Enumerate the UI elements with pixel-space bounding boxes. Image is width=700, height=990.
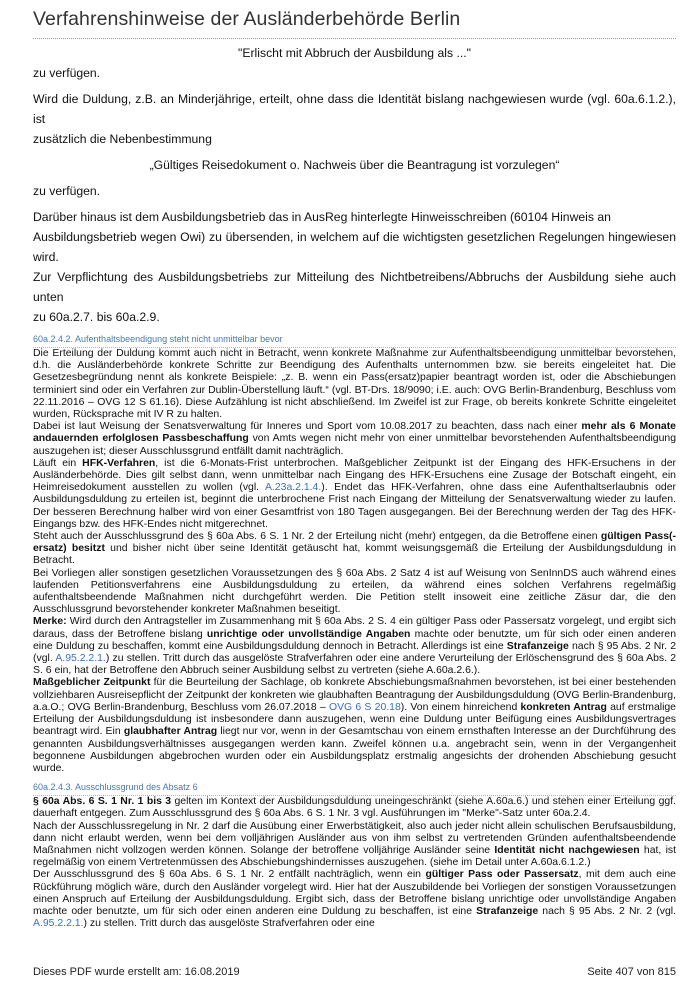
paragraph-hinweis-line1: Darüber hinaus ist dem Ausbildungsbetrieb das in AusReg hinterlegte Hinweisschreiben (60104 Hinweis an (33, 210, 611, 224)
paragraph-petition: Bei Vorliegen aller sonstigen gesetzlichen Voraussetzungen des § 60a Abs. 2 Satz 4 ist auf Weisung von SenInnDS auch während eines laufenden Petitionsverfahrens eine Ausbildungsduldung zu erteilen, da während eines solchen Verfahrens regelmäßig aufenthaltsbeendende Maßnahmen nicht durchgeführt werden. Die Petition stellt insoweit eine zeitliche Zäsur dar, die den Ausschlussgrund bevorstehender konkreter Maßnahmen beseitigt. (33, 567, 676, 616)
section-heading-60a-2-4-3: 60a.2.4.3. Ausschlussgrund des Absatz 6 (33, 781, 676, 796)
page-title: Verfahrenshinweise der Ausländerbehörde Berlin (33, 8, 461, 30)
link-a23a[interactable]: A.23a.2.1.4. (264, 482, 322, 494)
paragraph-absatz6: § 60a Abs. 6 S. 1 Nr. 1 bis 3 gelten im Kontext der Ausbildungsduldung uneingeschränkt (siehe A.60a.6.) und stehen einer Erteilung ggf. dauerhaft entgegen. Zum Ausschlussgrund des § 60a Abs. 6 S. 1 Nr. 3 vgl. Ausführungen im "Merke"-Satz unter 60a.2.4. (33, 796, 676, 820)
section-heading-60a-2-4-2: 60a.2.4.2. Aufenthaltsbeendigung steht nicht unmittelbar bevor (33, 333, 676, 348)
link-a95[interactable]: A.95.2.2.1. (55, 653, 106, 665)
text-zu-verfuegen-2: zu verfügen. (33, 184, 101, 198)
paragraph-hfk: Läuft ein HFK-Verfahren, ist die 6-Monats-Frist unterbrochen. Maßgeblicher Zeitpunkt ist der Eingang des HFK-Ersuchens in der Ausländerbehörde. Dies gilt selbst dann, wenn unmittelbar nach Eingang des HFK-Ersuchens eine Zusage der Botschaft eingeht, ein Heimreisedokument ausstellen zu wollen (vgl. A.23a.2.1.4.). Endet das HFK-Verfahren, ohne dass eine Aufenthaltserlaubnis oder Ausbildungsduldung zu erteilen ist, beginnt die unterbrochene Frist nach Eingang der Mitteilung der Senatsverwaltung wieder zu laufen. Der besseren Berechnung halber wird von einer Gesamtfrist von 180 Tagen ausgegangen. Bei der Berechnung werden der Tag des HFK-Eingangs bzw. des HFK-Endes nicht mitgerechnet. (33, 457, 676, 530)
paragraph-zeitpunkt: Maßgeblicher Zeitpunkt für die Beurteilung der Sachlage, ob konkrete Abschiebungsmaßnahmen bevorstehen, ist bei einer bestehenden vollziehbaren Ausreisepflicht der Zeitpunkt der konkreten wie glaubhaften Beantragung der Ausbildungsduldung (OVG Berlin-Brandenburg, a.a.O.; OVG Berlin-Brandenburg, Beschluss vom 26.07.2018 – OVG 6 S 20.18). Von einem hinreichend konkreten Antrag auf erstmalige Erteilung der Ausbildungsduldung ist insbesondere dann auszugehen, wenn eine Duldung unter Beifügung eines Ausbildungsvertrages beantragt wird. Ein glaubhafter Antrag liegt nur vor, wenn in der Gesamtschau von einem ernsthaften Interesse an der Durchführung des genannten Ausbildungsverhältnisses ausgegangen werden kann. Zweifel können u.a. angebracht sein, wenn in der Vergangenheit begonnene Ausbildungen abgebrochen wurden oder ein Ausbildungsplatz erstmalig angesichts der drohenden Abschiebung gesucht wurde. (33, 677, 676, 774)
paragraph-nr2: Nach der Ausschlussregelung in Nr. 2 darf die Ausübung einer Erwerbstätigkeit, also auch jeder nicht allein schulischen Berufsausbildung, dann nicht erlaubt werden, wenn bei dem volljährigen Ausländer aus von ihm selbst zu vertretenden Gründen aufenthaltsbeendende Maßnahmen nicht vollzogen werden können. Solange der betroffene volljährige Ausländer seine Identität nicht nachgewiesen hat, ist regelmäßig von einem Vertretenmüssen des Abschiebungshindernisses auszugehen. (siehe im Detail unter A.60a.6.1.2.) (33, 820, 677, 869)
link-ovg[interactable]: OVG 6 S 20.18 (328, 701, 401, 713)
page-footer (33, 966, 676, 978)
paragraph-merke: Merke: Wird durch den Antragsteller im Zusammenhang mit § 60a Abs. 2 S. 4 ein gültiger Pass oder Passersatz vorgelegt, und ergibt sich daraus, dass der Betroffene bislang unrichtige oder unvollständige Angaben machte oder benutzte, um für sich oder einen anderen eine Duldung zu beschaffen, kommt eine Ausbildungsduldung dennoch in Betracht. Allerdings ist eine Strafanzeige nach § 95 Abs. 2 Nr. 2 (vgl. A.95.2.2.1.) zu stellen. Tritt durch das ausgelöste Strafverfahren oder eine andere Verurteilung der Erlöschensgrund des § 60a Abs. 2 S. 6 ein, hat der Betroffene den Abbruch seiner Ausbildung selbst zu vertreten (siehe A.60a.2.6.). (33, 616, 676, 677)
paragraph-hinweis-line3: Zur Verpflichtung des Ausbildungsbetriebs zur Mitteilung des Nichtbetreibens/Abbruchs der Ausbildung siehe auch unten (33, 270, 676, 304)
link-a95-2[interactable]: A.95.2.2.1. (33, 918, 84, 930)
text-zu-verfuegen: zu verfügen. (33, 66, 101, 80)
paragraph-hinweis-line2: Ausbildungsbetrieb wegen Owi) zu übersenden, in welchem auf die wichtigsten gesetzlichen Regelungen hingewiesen wird. (33, 230, 676, 264)
quote-erlischt: "Erlischt mit Abbruch der Ausbildung als ..." (238, 46, 471, 60)
page-header (33, 0, 676, 39)
paragraph-weisung: Dabei ist laut Weisung der Senatsverwaltung für Inneres und Sport vom 10.08.2017 zu beachten, dass nach einer mehr als 6 Monate andauernden erfolglosen Passbeschaffung von Amts wegen nicht mehr von einer unmittelbar bevorstehenden Aufenthaltsbeendigung auszugehen ist; dieser Ausschlussgrund entfällt damit nachträglich. (33, 421, 677, 457)
paragraph-duldung-line2: zusätzlich die Nebenbestimmung (33, 132, 212, 146)
quote-reisedokument: „Gültiges Reisedokument o. Nachweis über die Beantragung ist vorzulegen“ (149, 158, 560, 172)
footer-page-number: Seite 407 von 815 (587, 966, 676, 978)
paragraph-pass: Steht auch der Ausschlussgrund des § 60a Abs. 6 S. 1 Nr. 2 der Erteilung nicht (mehr) entgegen, da die Betroffene einen gültigen Pass(-ersatz) besitzt und bisher nicht über seine Identität getäuscht hat, kommt weisungsgemäß die Erteilung der Ausbildungsduldung in Betracht. (33, 531, 676, 567)
paragraph-passersatz: Der Ausschlussgrund des § 60a Abs. 6 S. 1 Nr. 2 entfällt nachträglich, wenn ein gültiger Pass oder Passersatz, mit dem auch eine Rückführung möglich wäre, durch den Ausländer vorgelegt wird. Hier hat der Auszubildende bei Vorliegen der sonstigen Voraussetzungen einen Anspruch auf Erteilung der Ausbildungsduldung. Ergibt sich, dass der Betroffene bislang unrichtige oder unvollständige Angaben machte oder benutzte, um für sich oder einen anderen eine Duldung zu beschaffen, ist eine Strafanzeige nach § 95 Abs. 2 Nr. 2 (vgl. A.95.2.2.1.) zu stellen. Tritt durch das ausgelöste Strafverfahren oder eine (33, 869, 676, 930)
paragraph-erteilung: Die Erteilung der Duldung kommt auch nicht in Betracht, wenn konkrete Maßnahme zur Aufenthaltsbeendigung unmittelbar bevorstehen, d.h. die Ausländerbehörde konkrete Schritte zur Beendigung des Aufenthalts unternommen bzw. sie bereits eingeleitet hat. Die Gesetzesbegründung nennt als konkrete Beispiele: „z. B. wenn ein Pass(ersatz)papier beantragt worden ist, oder die Abschiebungen terminiert sind oder ein Verfahren zur Dublin-Überstellung läuft.“ (vgl. BT-Drs. 18/9090; i.E. auch: OVG Berlin-Brandenburg, Beschluss vom 22.11.2016 – OVG 12 S 61.16). Diese Aufzählung ist nicht abschließend. Im Zweifel ist zur Frage, ob bereits konkrete Schritte eingeleitet wurden, Rücksprache mit IV R zu halten. (33, 348, 676, 421)
paragraph-duldung-line1: Wird die Duldung, z.B. an Minderjährige, erteilt, ohne dass die Identität bislang nachgewiesen wurde (vgl. 60a.6.1.2.), ist (33, 92, 676, 126)
paragraph-hinweis-line4: zu 60a.2.7. bis 60a.2.9. (33, 310, 160, 324)
footer-created: Dieses PDF wurde erstellt am: 16.08.2019 (33, 966, 240, 978)
